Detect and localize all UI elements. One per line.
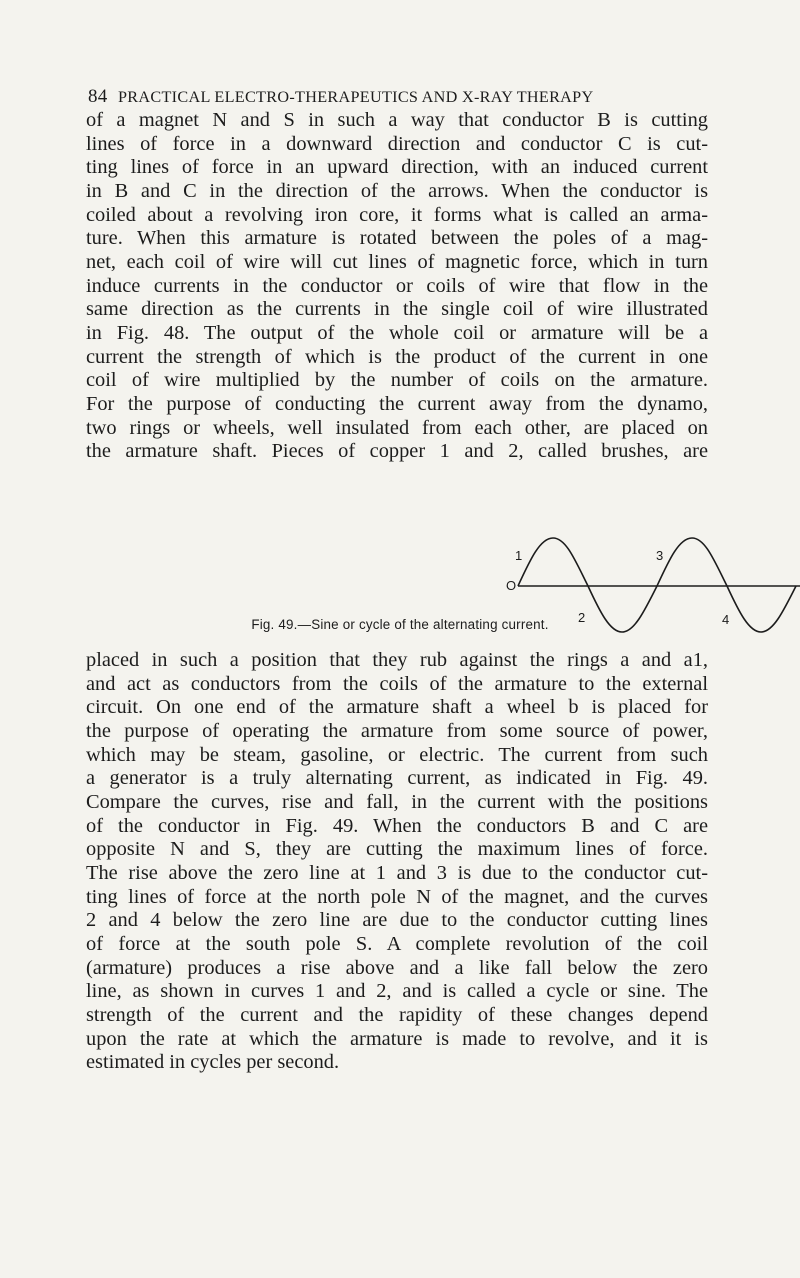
page-number: 84 (88, 86, 108, 107)
text-line: strength of the current and the rapidity of these changes depend (86, 1003, 708, 1026)
text-line: of force at the south pole S. A complete revolution of the coil (86, 932, 708, 955)
text-line: coil of wire multiplied by the number of coils on the armature. (86, 369, 708, 392)
curve-label-4: 4 (722, 612, 730, 627)
running-header (88, 86, 688, 108)
text-line: which may be steam, gasoline, or electric. The current from such (86, 743, 708, 766)
text-line: the purpose of operating the armature from some source of power, (86, 719, 708, 742)
text-line: For the purpose of conducting the current away from the dynamo, (86, 392, 708, 415)
text-line: ting lines of force in an upward direction, with an induced current (86, 156, 708, 179)
paragraph-1 (86, 109, 708, 464)
text-line: in Fig. 48. The output of the whole coil or armature will be a (86, 321, 708, 344)
text-line: 2 and 4 below the zero line are due to the conductor cutting lines (86, 909, 708, 932)
text-line: and act as conductors from the coils of the armature to the external (86, 672, 708, 695)
running-title: PRACTICAL ELECTRO-THERAPEUTICS AND X-RAY THERAPY (118, 88, 594, 106)
text-line: placed in such a position that they rub against the rings a and a1, (86, 649, 708, 671)
text-line: the armature shaft. Pieces of copper 1 and 2, called brushes, are (86, 440, 708, 463)
zero-label-left: O (506, 578, 517, 593)
figure-caption: Fig. 49.—Sine or cycle of the alternating current. (251, 617, 549, 632)
text-line: ture. When this armature is rotated between the poles of a mag- (86, 227, 708, 250)
text-line: in B and C in the direction of the arrows. When the conductor is (86, 179, 708, 202)
text-line: induce currents in the conductor or coils of wire that flow in the (86, 274, 708, 297)
text-line: a generator is a truly alternating current, as indicated in Fig. 49. (86, 767, 708, 790)
text-line: line, as shown in curves 1 and 2, and is called a cycle or sine. The (86, 980, 708, 1003)
paragraph-2 (86, 649, 708, 1075)
curve-label-2: 2 (578, 610, 586, 625)
text-line: ting lines of force at the north pole N of the magnet, and the curves (86, 885, 708, 908)
curve-label-3: 3 (656, 548, 664, 563)
text-line: Compare the curves, rise and fall, in the current with the positions (86, 790, 708, 813)
text-line: current the strength of which is the product of the current in one (86, 345, 708, 368)
text-line: of a magnet N and S in such a way that conductor B is cutting (86, 109, 708, 131)
text-line: The rise above the zero line at 1 and 3 is due to the conductor cut- (86, 861, 708, 884)
text-line: circuit. On one end of the armature shaft a wheel b is placed for (86, 696, 708, 719)
curve-label-1: 1 (515, 548, 523, 563)
text-line: opposite N and S, they are cutting the maximum lines of force. (86, 838, 708, 861)
text-line: of the conductor in Fig. 49. When the conductors B and C are (86, 814, 708, 837)
text-line: estimated in cycles per second. (86, 1051, 340, 1074)
text-line: upon the rate at which the armature is made to revolve, and it is (86, 1027, 708, 1050)
text-line: coiled about a revolving iron core, it forms what is called an arma- (86, 203, 708, 226)
text-line: lines of force in a downward direction and conductor C is cut- (86, 132, 708, 155)
text-line: two rings or wheels, well insulated from each other, are placed on (86, 416, 708, 439)
text-line: same direction as the currents in the single coil of wire illustrated (86, 298, 708, 321)
text-line: net, each coil of wire will cut lines of magnetic force, which in turn (86, 250, 708, 273)
text-line: (armature) produces a rise above and a like fall below the zero (86, 956, 708, 979)
